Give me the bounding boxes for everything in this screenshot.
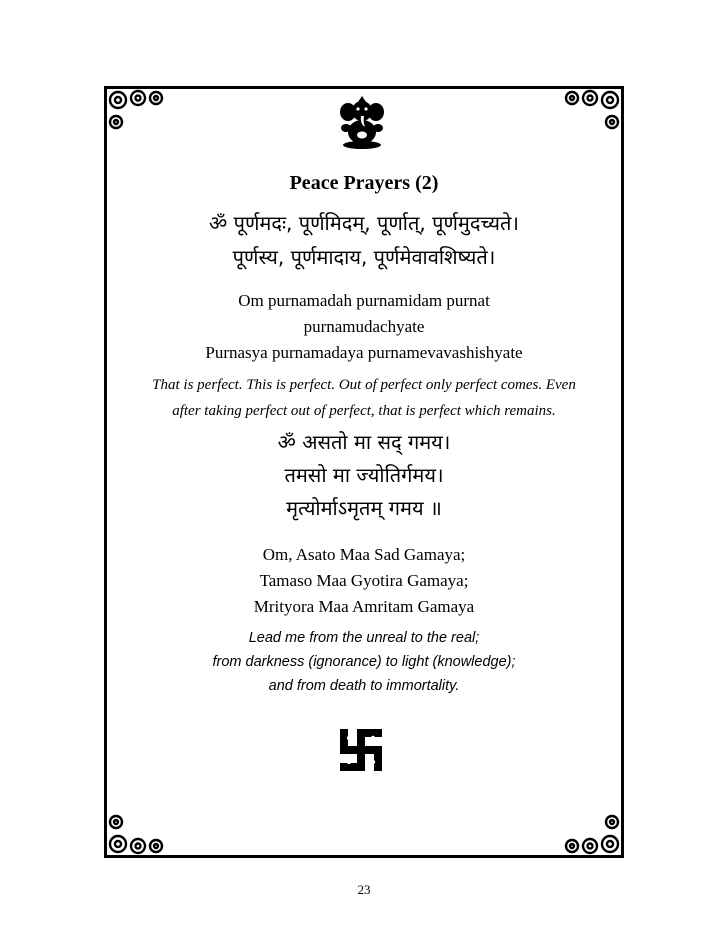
scroll-ornament-icon — [104, 808, 174, 858]
prayer1-sanskrit — [0, 206, 728, 274]
prayer1-translation — [0, 372, 728, 424]
sanskrit-line: पूर्णस्य, पूर्णमादाय, पूर्णमेवावशिष्यते। — [232, 245, 496, 269]
translation-line: Lead me from the unreal to the real; — [248, 630, 480, 646]
translation-line: and from death to immortality. — [268, 678, 460, 694]
sanskrit-line: ॐ असतो मा सद् गमय। — [277, 430, 451, 454]
transliteration-line: Om purnamadah purnamidam purnat — [238, 291, 490, 310]
sanskrit-line: मृत्योर्माऽमृतम् गमय ॥ — [286, 496, 442, 520]
scroll-ornament-icon — [104, 86, 174, 136]
prayer2-transliteration — [0, 542, 728, 620]
sanskrit-line: ॐ पूर्णमदः, पूर्णमिदम्, पूर्णात्, पूर्णमुदच्यते। — [208, 211, 520, 235]
transliteration-line: Tamaso Maa Gyotira Gamaya; — [259, 571, 469, 590]
swastika-icon — [338, 727, 384, 773]
scroll-ornament-icon — [554, 86, 624, 136]
transliteration-line: Purnasya purnamadaya purnamevavashishyate — [205, 343, 523, 362]
transliteration-line: Om, Asato Maa Sad Gamaya; — [262, 545, 466, 564]
translation-line: That is perfect. This is perfect. Out of perfect only perfect comes. Even — [152, 377, 576, 393]
page-title: Peace Prayers (2) — [289, 172, 439, 194]
prayer2-sanskrit — [0, 426, 728, 525]
ganesha-icon — [336, 94, 388, 150]
prayer1-transliteration — [0, 288, 728, 366]
translation-line: from darkness (ignorance) to light (knowledge); — [212, 654, 516, 670]
scroll-ornament-icon — [554, 808, 624, 858]
transliteration-line: purnamudachyate — [303, 317, 425, 336]
page-number: 23 — [357, 882, 371, 897]
prayer2-translation — [0, 626, 728, 698]
sanskrit-line: तमसो मा ज्योतिर्गमय। — [284, 463, 444, 487]
transliteration-line: Mrityora Maa Amritam Gamaya — [253, 597, 475, 616]
translation-line: after taking perfect out of perfect, that is perfect which remains. — [172, 403, 556, 419]
